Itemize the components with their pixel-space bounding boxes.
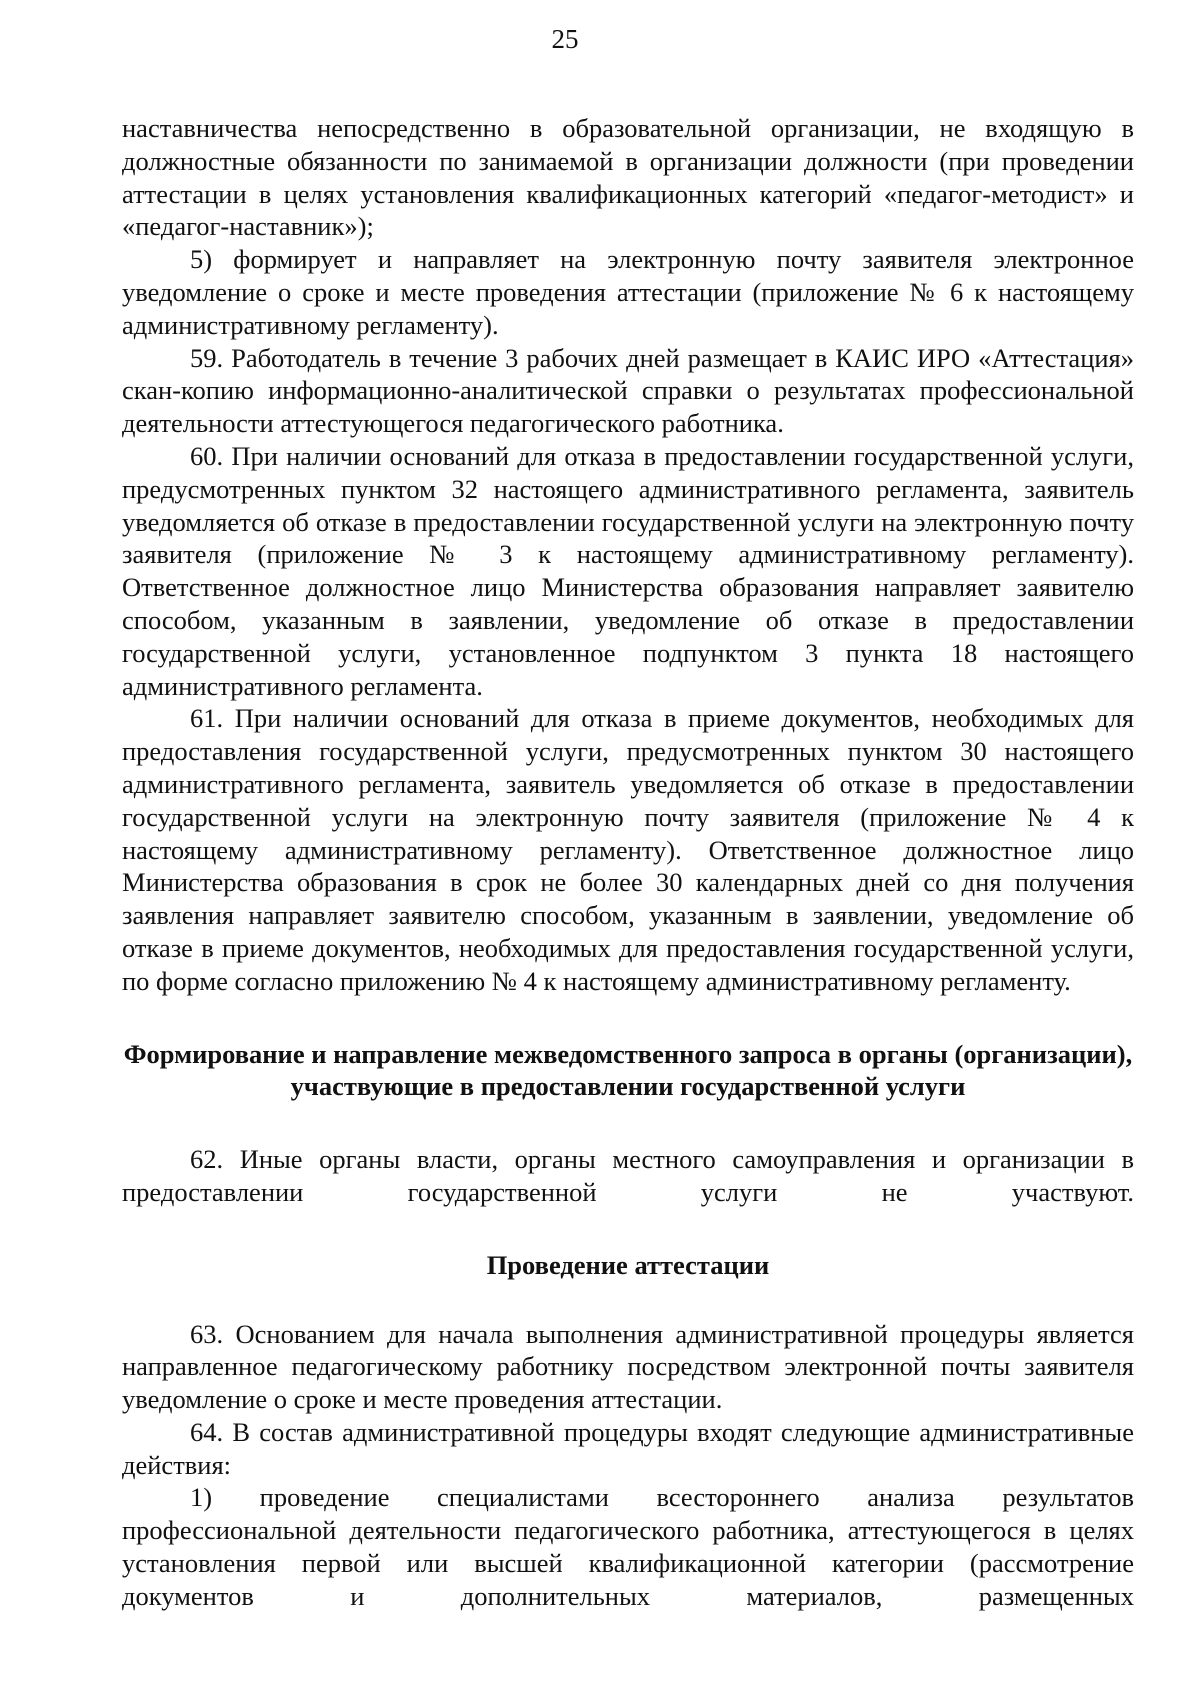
document-body bbox=[122, 112, 1134, 1613]
paragraph-63: 63. Основанием для начала выполнения административной процедуры является направленное педагогическому работнику посредством электронной почты заявителя уведомление о сроке и месте проведения аттестации. bbox=[122, 1318, 1134, 1415]
paragraph-59: 59. Работодатель в течение 3 рабочих дней размещает в КАИС ИРО «Аттестация» скан-копию информационно-аналитической справки о результатах профессиональной деятельности аттестующегося педагогического работника. bbox=[122, 342, 1134, 439]
paragraph-60: 60. При наличии оснований для отказа в предоставлении государственной услуги, предусмотренных пунктом 32 настоящего административного регламента, заявитель уведомляется об отказе в предоставлении государственной услуги на электронную почту заявителя (приложение № 3 к настоящему административному регламенту). Ответственное должностное лицо Министерства образования направляет заявителю способом, указанным в заявлении, уведомление об отказе в предоставлении государственной услуги, установленное подпунктом 3 пункта 18 настоящего административного регламента. bbox=[122, 440, 1134, 701]
section-heading-attestation: Проведение аттестации bbox=[486, 1249, 770, 1280]
spacer bbox=[122, 998, 1134, 1038]
paragraph-62: 62. Иные органы власти, органы местного самоуправления и организации в предоставлении государственной услуги не участвуют. bbox=[122, 1144, 1134, 1207]
spacer bbox=[122, 1209, 1134, 1249]
spacer bbox=[122, 1282, 1134, 1318]
page-number: 25 bbox=[551, 24, 579, 54]
paragraph-continuation: наставничества непосредственно в образовательной организации, не входящую в должностные обязанности по занимаемой в организации должности (при проведении аттестации в целях установления квалификационных категорий «педагог-методист» и «педагог-наставник»); bbox=[122, 113, 1134, 242]
paragraph-item-5: 5) формирует и направляет на электронную почту заявителя электронное уведомление о сроке и месте проведения аттестации (приложение № 6 к настоящему административному регламенту). bbox=[122, 244, 1134, 340]
spacer bbox=[122, 1103, 1134, 1143]
paragraph-64: 64. В состав административной процедуры входят следующие административные действия: bbox=[122, 1416, 1134, 1480]
paragraph-64-item-1: 1) проведение специалистами всестороннего анализа результатов профессиональной деятельности педагогического работника, аттестующегося в целях установления первой или высшей квалификационной категории (рассмотрение документов и дополнительных материалов, размещенных bbox=[122, 1482, 1134, 1611]
paragraph-61: 61. При наличии оснований для отказа в приеме документов, необходимых для предоставления государственной услуги, предусмотренных пунктом 30 настоящего административного регламента, заявитель уведомляется об отказе в предоставлении государственной услуги на электронную почту заявителя (приложение № 4 к настоящему административному регламенту). Ответственное должностное лицо Министерства образования в срок не более 30 календарных дней со дня получения заявления направляет заявителю способом, указанным в заявлении, уведомление об отказе в приеме документов, необходимых для предоставления государственной услуги, по форме согласно приложению № 4 к настоящему административному регламенту. bbox=[122, 703, 1134, 996]
section-heading-interagency-request: Формирование и направление межведомственного запроса в органы (организации), участвующие в предоставлении государственной услуги bbox=[123, 1038, 1133, 1102]
